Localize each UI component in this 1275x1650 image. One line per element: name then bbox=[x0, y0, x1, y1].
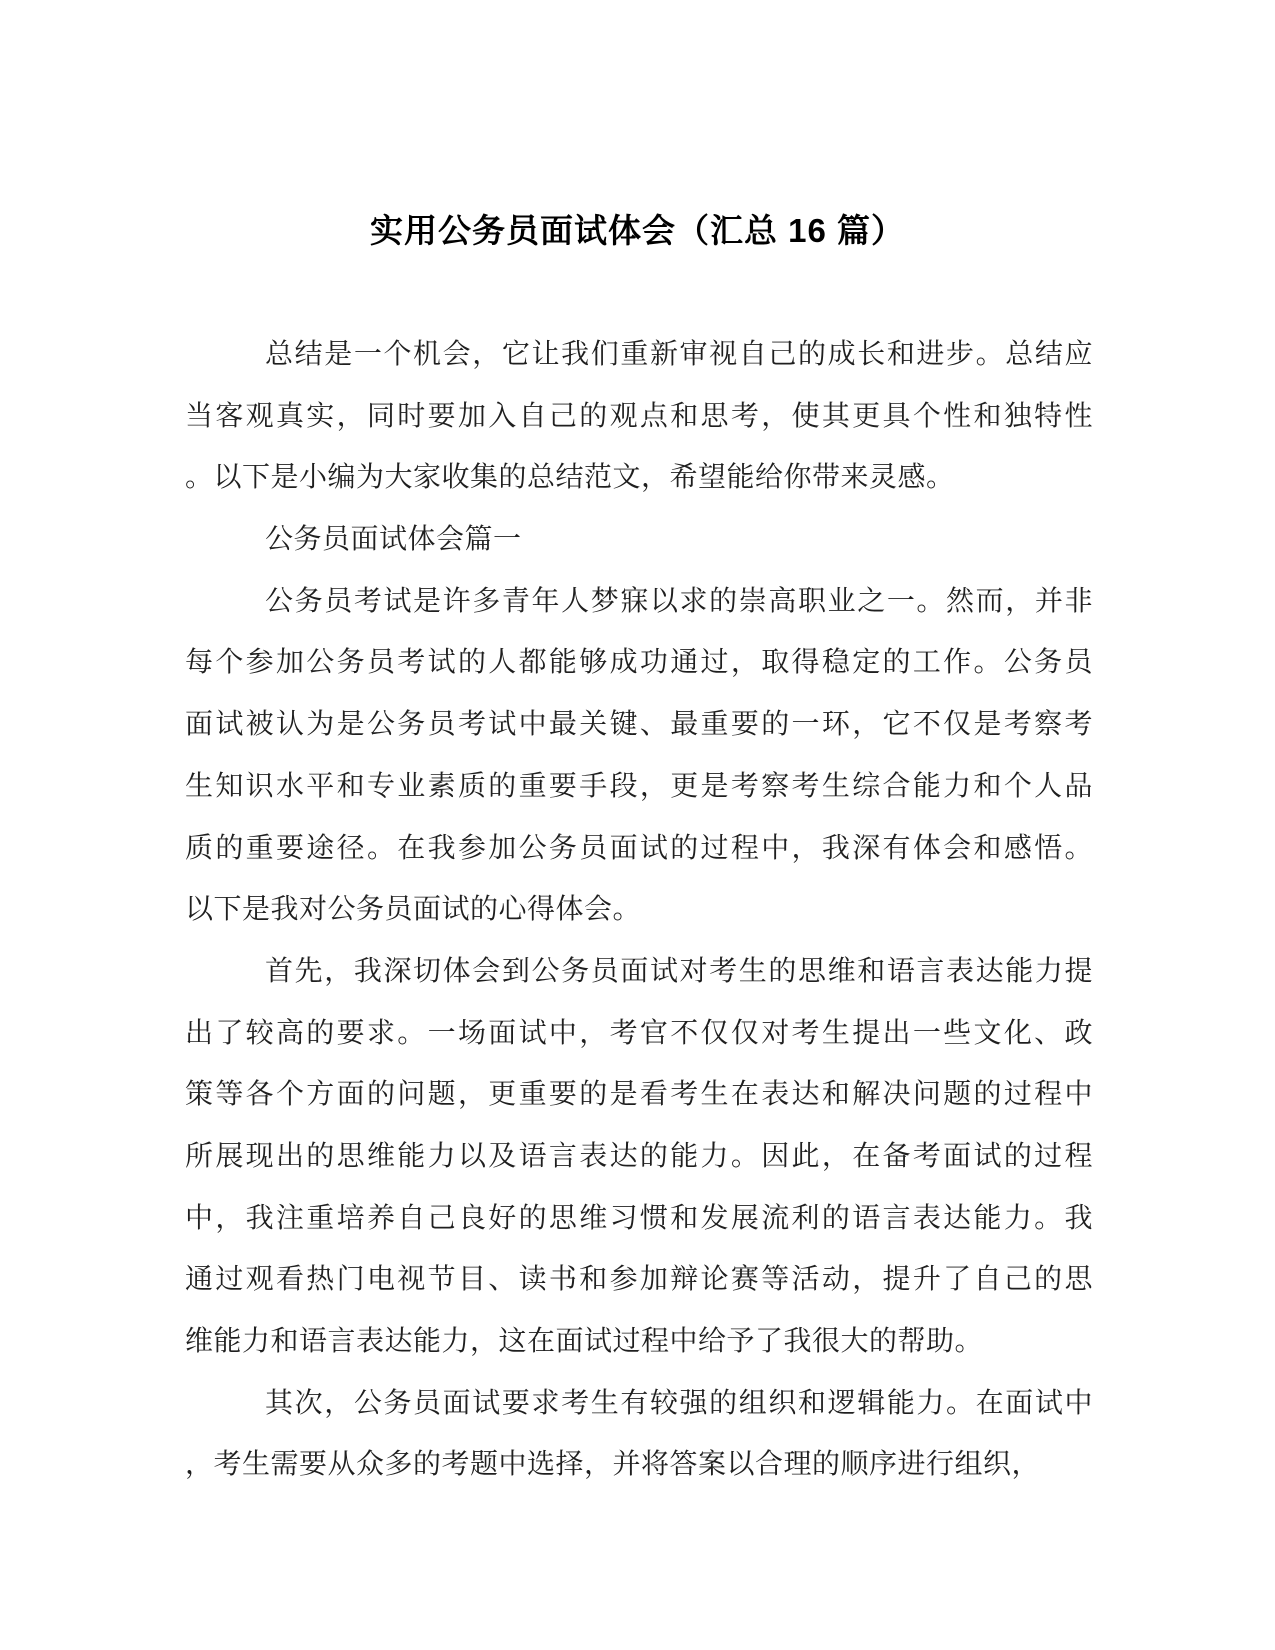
body-line: 首先，我深切体会到公务员面试对考生的思维和语言表达能力提 bbox=[265, 955, 1093, 987]
body-line: 面试被认为是公务员考试中最关键、最重要的一环，它不仅是考察考 bbox=[185, 709, 1093, 741]
body-line: 总结是一个机会，它让我们重新审视自己的成长和进步。总结应 bbox=[265, 339, 1093, 370]
body-line: ，考生需要从众多的考题中选择，并将答案以合理的顺序进行组织， bbox=[185, 1449, 1041, 1481]
body-line: 维能力和语言表达能力，这在面试过程中给予了我很大的帮助。 bbox=[185, 1326, 984, 1357]
body-line: 每个参加公务员考试的人都能够成功通过，取得稳定的工作。公务员 bbox=[185, 647, 1093, 679]
body-line: 以下是我对公务员面试的心得体会。 bbox=[185, 894, 642, 926]
body-line: 质的重要途径。在我参加公务员面试的过程中，我深有体会和感悟。 bbox=[185, 832, 1093, 864]
body-line: 公务员考试是许多青年人梦寐以求的崇高职业之一。然而，并非 bbox=[265, 585, 1093, 617]
body-line: 中，我注重培养自己良好的思维习惯和发展流利的语言表达能力。我 bbox=[185, 1202, 1093, 1234]
body-line: 所展现出的思维能力以及语言表达的能力。因此，在备考面试的过程 bbox=[185, 1140, 1093, 1172]
body-line: 当客观真实，同时要加入自己的观点和思考，使其更具个性和独特性 bbox=[185, 400, 1093, 432]
body-line: 。以下是小编为大家收集的总结范文，希望能给你带来灵感。 bbox=[185, 462, 955, 494]
document-body bbox=[185, 324, 1093, 1496]
body-line: 通过观看热门电视节目、读书和参加辩论赛等活动，提升了自己的思 bbox=[185, 1264, 1093, 1296]
body-line: 生知识水平和专业素质的重要手段，更是考察考生综合能力和个人品 bbox=[185, 770, 1093, 802]
body-line: 公务员面试体会篇一 bbox=[265, 524, 522, 556]
document-title: 实用公务员面试体会（汇总 16 篇） bbox=[369, 212, 906, 249]
body-line: 出了较高的要求。一场面试中，考官不仅仅对考生提出一些文化、政 bbox=[185, 1017, 1093, 1049]
body-line: 策等各个方面的问题，更重要的是看考生在表达和解决问题的过程中 bbox=[185, 1079, 1093, 1111]
body-line: 其次，公务员面试要求考生有较强的组织和逻辑能力。在面试中 bbox=[265, 1387, 1093, 1419]
